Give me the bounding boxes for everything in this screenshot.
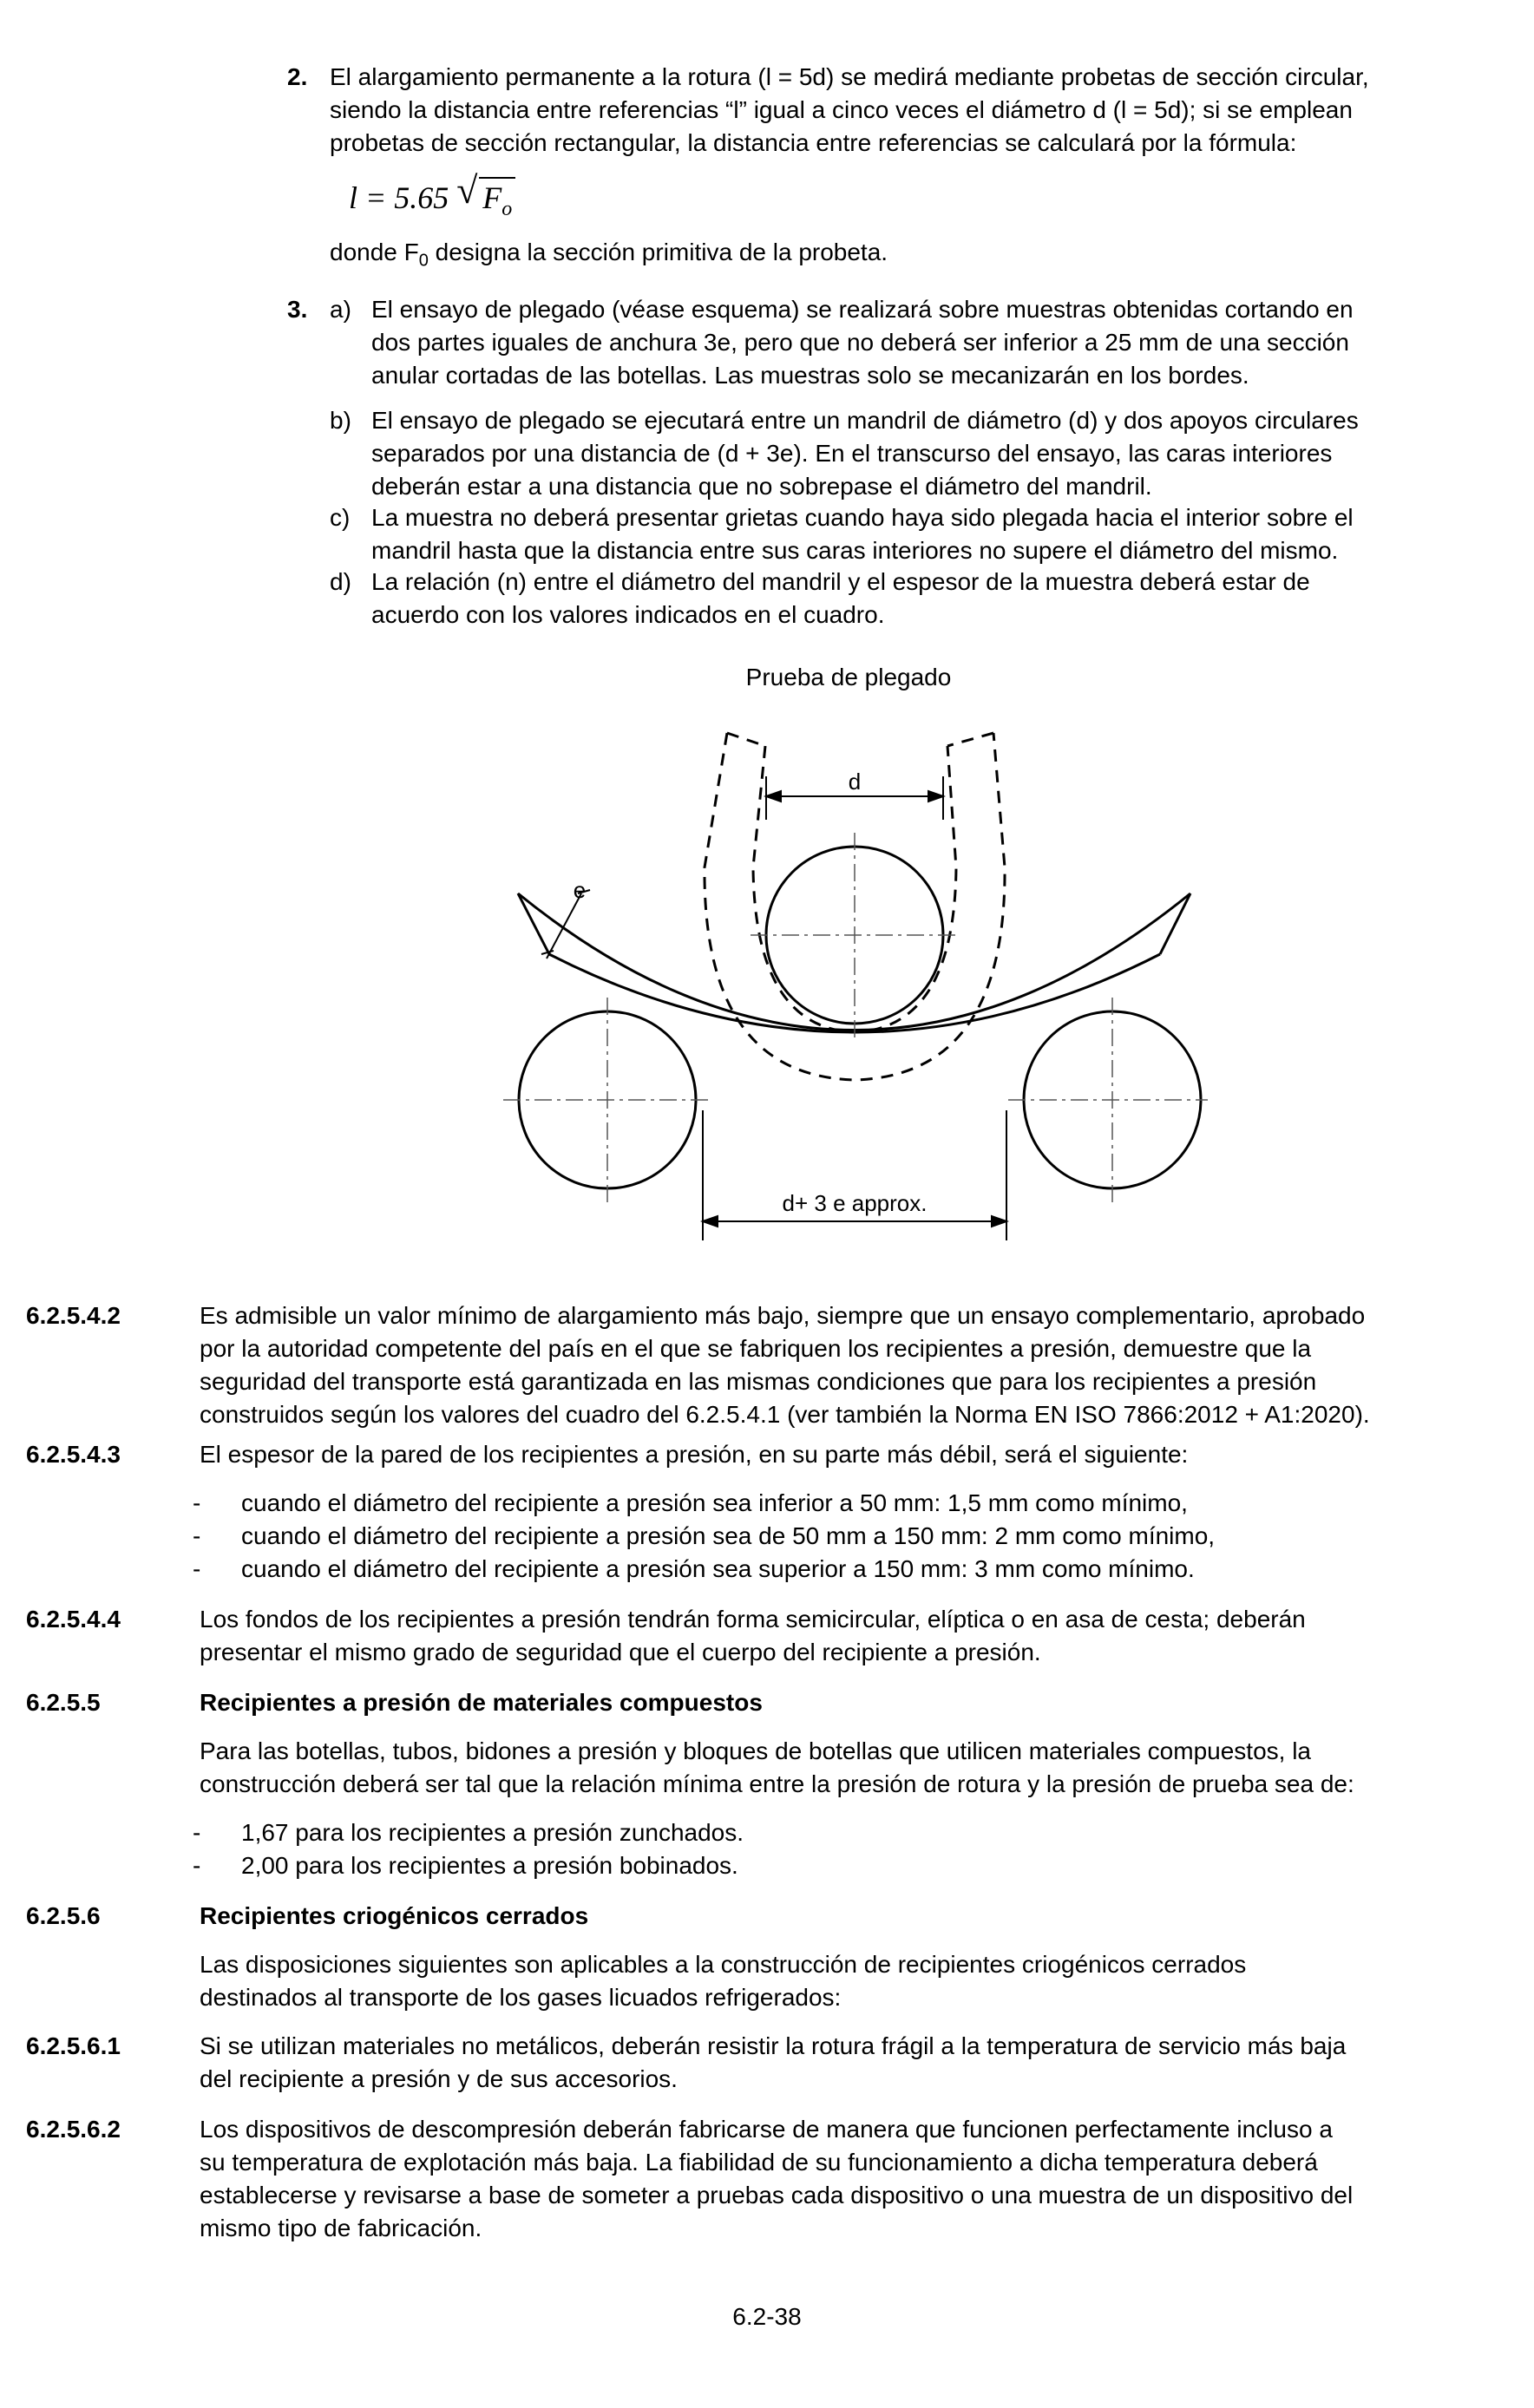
section-62561-text bbox=[200, 2030, 1497, 2096]
formula-lhs: l = 5.65 bbox=[349, 180, 449, 215]
item-3d-text bbox=[371, 566, 1497, 631]
text-line: Para las botellas, tubos, bidones a presión y bloques de botellas que utilicen materiales compuestos, la bbox=[200, 1737, 1311, 1764]
arrow-head bbox=[928, 791, 943, 802]
text-line: acuerdo con los valores indicados en el cuadro. bbox=[371, 601, 885, 628]
text-line: Las disposiciones siguientes son aplicables a la construcción de recipientes criogénicos cerrados bbox=[200, 1951, 1247, 1978]
section-number-62561: 6.2.5.6.1 bbox=[26, 2032, 121, 2059]
text-line: anular cortadas de las botellas. Las muestras solo se mecanizarán en los bordes. bbox=[371, 362, 1249, 389]
arrow-head bbox=[992, 1216, 1006, 1227]
text-line: su temperatura de explotación más baja. La fiabilidad de su funcionamiento a dicha temperatura deberá bbox=[200, 2149, 1318, 2176]
text-line: por la autoridad competente del país en el que se fabriquen los recipientes a presión, demuestre que la bbox=[200, 1335, 1312, 1362]
formula-sub: o bbox=[502, 198, 513, 221]
formula-root: F bbox=[482, 180, 502, 215]
section-number-62562: 6.2.5.6.2 bbox=[26, 2116, 121, 2143]
text-line: del recipiente a presión y de sus accesorios. bbox=[200, 2065, 678, 2092]
bullet-dash: - bbox=[193, 1819, 201, 1846]
item-number-3: 3. bbox=[287, 296, 308, 323]
text-line: establecerse y revisarse a base de someter a pruebas cada dispositivo o una muestra de un dispositivo del bbox=[200, 2182, 1354, 2208]
bullet-item: cuando el diámetro del recipiente a presión sea de 50 mm a 150 mm: 2 mm como mínimo, bbox=[241, 1522, 1216, 1549]
text-line: dos partes iguales de anchura 3e, pero que no deberá ser inferior a 25 mm de una sección bbox=[371, 329, 1349, 356]
item-2-text bbox=[330, 61, 1497, 160]
bullet-dash: - bbox=[193, 1489, 201, 1516]
section-62562-text bbox=[200, 2113, 1497, 2245]
item-3a-text bbox=[371, 293, 1497, 392]
section-number-6255: 6.2.5.5 bbox=[26, 1689, 101, 1716]
section-62543-intro: El espesor de la pared de los recipientes a presión, en su parte más débil, será el siguiente: bbox=[200, 1441, 1189, 1468]
sub-label-c: c) bbox=[330, 504, 351, 531]
arrow-head bbox=[766, 791, 781, 802]
bullet-item: cuando el diámetro del recipiente a presión sea inferior a 50 mm: 1,5 mm como mínimo, bbox=[241, 1489, 1188, 1516]
sub-label-a: a) bbox=[330, 296, 351, 323]
section-number-62543: 6.2.5.4.3 bbox=[26, 1441, 121, 1468]
section-62542-text bbox=[200, 1299, 1497, 1431]
section-62544-text bbox=[200, 1603, 1497, 1669]
text-line: mismo tipo de fabricación. bbox=[200, 2215, 482, 2241]
section-6255-text bbox=[200, 1735, 1497, 1801]
text-line: El alargamiento permanente a la rotura (l = 5d) se medirá mediante probetas de sección circular, bbox=[330, 63, 1369, 90]
text-line: deberán estar a una distancia que no sobrepase el diámetro del mandril. bbox=[371, 473, 1152, 500]
item-number-2: 2. bbox=[287, 63, 308, 90]
section-6255-heading: Recipientes a presión de materiales compuestos bbox=[200, 1689, 763, 1716]
text-line: El ensayo de plegado (véase esquema) se realizará sobre muestras obtenidas cortando en bbox=[371, 296, 1354, 323]
text-line: construidos según los valores del cuadro del 6.2.5.4.1 (ver también la Norma EN ISO 7866:2012 + A1:2020). bbox=[200, 1401, 1370, 1428]
item-3b-text bbox=[371, 404, 1497, 503]
text-line: destinados al transporte de los gases licuados refrigerados: bbox=[200, 1984, 842, 2011]
section-number-62544: 6.2.5.4.4 bbox=[26, 1606, 121, 1633]
bullet-item: 2,00 para los recipientes a presión bobinados. bbox=[241, 1852, 738, 1879]
note-prefix: donde F bbox=[330, 239, 419, 265]
bullet-dash: - bbox=[193, 1555, 201, 1582]
square-root: √ $F_o$ bbox=[456, 177, 515, 228]
page-number: 6.2-38 bbox=[732, 2303, 802, 2330]
elongation-formula bbox=[349, 169, 515, 228]
arrow-head bbox=[703, 1216, 718, 1227]
sub-label-b: b) bbox=[330, 407, 351, 434]
label-d: d bbox=[848, 769, 862, 795]
figure-title: Prueba de plegado bbox=[745, 664, 952, 690]
dimension-e-line bbox=[547, 893, 581, 959]
section-6256-heading: Recipientes criogénicos cerrados bbox=[200, 1902, 589, 1929]
bent-shape-right-end bbox=[947, 733, 993, 746]
bent-shape-left-end bbox=[727, 733, 765, 746]
text-line: probetas de sección rectangular, la distancia entre referencias se calculará por la fórmula: bbox=[330, 129, 1297, 156]
text-line: Los fondos de los recipientes a presión tendrán forma semicircular, elíptica o en asa de cesta; deberán bbox=[200, 1606, 1306, 1633]
text-line: Si se utilizan materiales no metálicos, deberán resistir la rotura frágil a la temperatura de servicio más baja bbox=[200, 2032, 1347, 2059]
text-line: Es admisible un valor mínimo de alargamiento más bajo, siempre que un ensayo complementario, aprobado bbox=[200, 1302, 1366, 1329]
section-number-6256: 6.2.5.6 bbox=[26, 1902, 101, 1929]
text-line: construcción deberá ser tal que la relación mínima entre la presión de rotura y la presión de prueba sea de: bbox=[200, 1770, 1354, 1797]
section-number-62542: 6.2.5.4.2 bbox=[26, 1302, 121, 1329]
specimen-right-end bbox=[1160, 893, 1190, 954]
label-e: e bbox=[573, 877, 587, 903]
text-line: La relación (n) entre el diámetro del mandril y el espesor de la muestra deberá estar de bbox=[371, 568, 1310, 595]
label-span: d+ 3 e approx. bbox=[782, 1190, 928, 1216]
text-line: mandril hasta que la distancia entre sus caras interiores no supere el diámetro del mismo. bbox=[371, 537, 1339, 564]
bend-test-diagram bbox=[486, 711, 1215, 1249]
note-rest: designa la sección primitiva de la probeta. bbox=[428, 239, 888, 265]
text-line: separados por una distancia de (d + 3e). En el transcurso del ensayo, las caras interiores bbox=[371, 440, 1333, 467]
bullet-dash: - bbox=[193, 1522, 201, 1549]
text-line: siendo la distancia entre referencias “l” igual a cinco veces el diámetro d (l = 5d); si se emplean bbox=[330, 96, 1353, 123]
bullet-dash: - bbox=[193, 1852, 201, 1879]
formula-note bbox=[330, 236, 888, 278]
bullet-item: 1,67 para los recipientes a presión zunchados. bbox=[241, 1819, 744, 1846]
text-line: La muestra no deberá presentar grietas cuando haya sido plegada hacia el interior sobre el bbox=[371, 504, 1354, 531]
bullet-item: cuando el diámetro del recipiente a presión sea superior a 150 mm: 3 mm como mínimo. bbox=[241, 1555, 1195, 1582]
section-6256-text bbox=[200, 1948, 1497, 2014]
text-line: seguridad del transporte está garantizada en las mismas condiciones que para los recipientes a presión bbox=[200, 1368, 1317, 1395]
note-sub: 0 bbox=[418, 251, 429, 271]
text-line: Los dispositivos de descompresión deberán fabricarse de manera que funcionen perfectamente incluso a bbox=[200, 2116, 1333, 2143]
text-line: El ensayo de plegado se ejecutará entre un mandril de diámetro (d) y dos apoyos circulares bbox=[371, 407, 1359, 434]
specimen-left-end bbox=[518, 893, 549, 954]
item-3c-text bbox=[371, 501, 1497, 567]
text-line: presentar el mismo grado de seguridad que el cuerpo del recipiente a presión. bbox=[200, 1639, 1041, 1665]
sub-label-d: d) bbox=[330, 568, 351, 595]
